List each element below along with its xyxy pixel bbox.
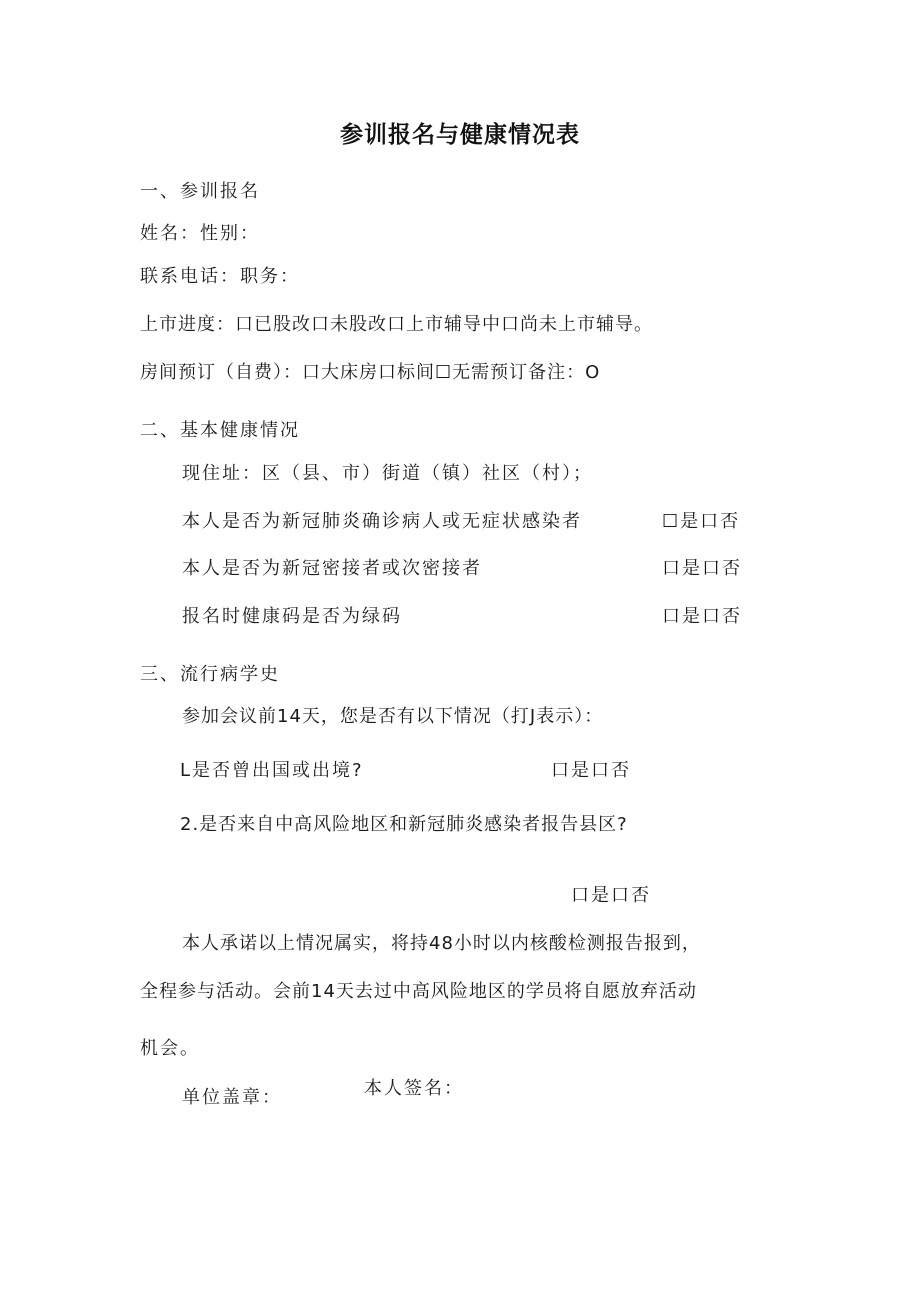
- epidemiology-question-2: 2.是否来自中高风险地区和新冠肺炎感染者报告县区?: [180, 814, 628, 835]
- health-question-2: 本人是否为新冠密接者或次密接者: [182, 558, 482, 579]
- pledge-line-2: 全程参与活动。会前14天去过中高风险地区的学员将自愿放弃活动: [140, 981, 697, 1002]
- name-gender-field: 姓名：性别：: [140, 223, 260, 244]
- epidemiology-intro: 参加会议前14天，您是否有以下情况（打J表示）：: [182, 706, 604, 727]
- personal-signature-label: 本人签名：: [364, 1078, 464, 1099]
- room-booking-field: 房间预订（自费）：口大床房口标间☐无需预订备注：O: [140, 362, 601, 383]
- section2-heading: 二、基本健康情况: [140, 420, 300, 441]
- health-question-2-options: 口是口否: [662, 558, 742, 579]
- epidemiology-question-1: L是否曾出国或出境?: [180, 760, 364, 781]
- health-question-1: 本人是否为新冠肺炎确诊病人或无症状感染者: [182, 511, 582, 532]
- health-question-3: 报名时健康码是否为绿码: [182, 606, 402, 627]
- page-title: 参训报名与健康情况表: [340, 122, 580, 148]
- epidemiology-question-1-options: 口是口否: [551, 760, 631, 781]
- pledge-line-1: 本人承诺以上情况属实，将持48小时以内核酸检测报告报到，: [182, 933, 701, 954]
- pledge-line-3: 机会。: [140, 1038, 200, 1059]
- epidemiology-question-2-options: 口是口否: [571, 885, 651, 906]
- listing-progress-field: 上市进度：口已股改口未股改口上市辅导中口尚未上市辅导。: [140, 314, 653, 335]
- section3-heading: 三、流行病学史: [140, 664, 280, 685]
- address-field: 现住址：区（县、市）街道（镇）社区（村）；: [182, 463, 593, 484]
- health-question-3-options: 口是口否: [662, 606, 742, 627]
- section1-heading: 一、参训报名: [140, 181, 260, 202]
- phone-position-field: 联系电话：职务：: [140, 266, 300, 287]
- unit-seal-label: 单位盖章：: [182, 1087, 282, 1108]
- health-question-1-options: ☐是口否: [662, 511, 741, 532]
